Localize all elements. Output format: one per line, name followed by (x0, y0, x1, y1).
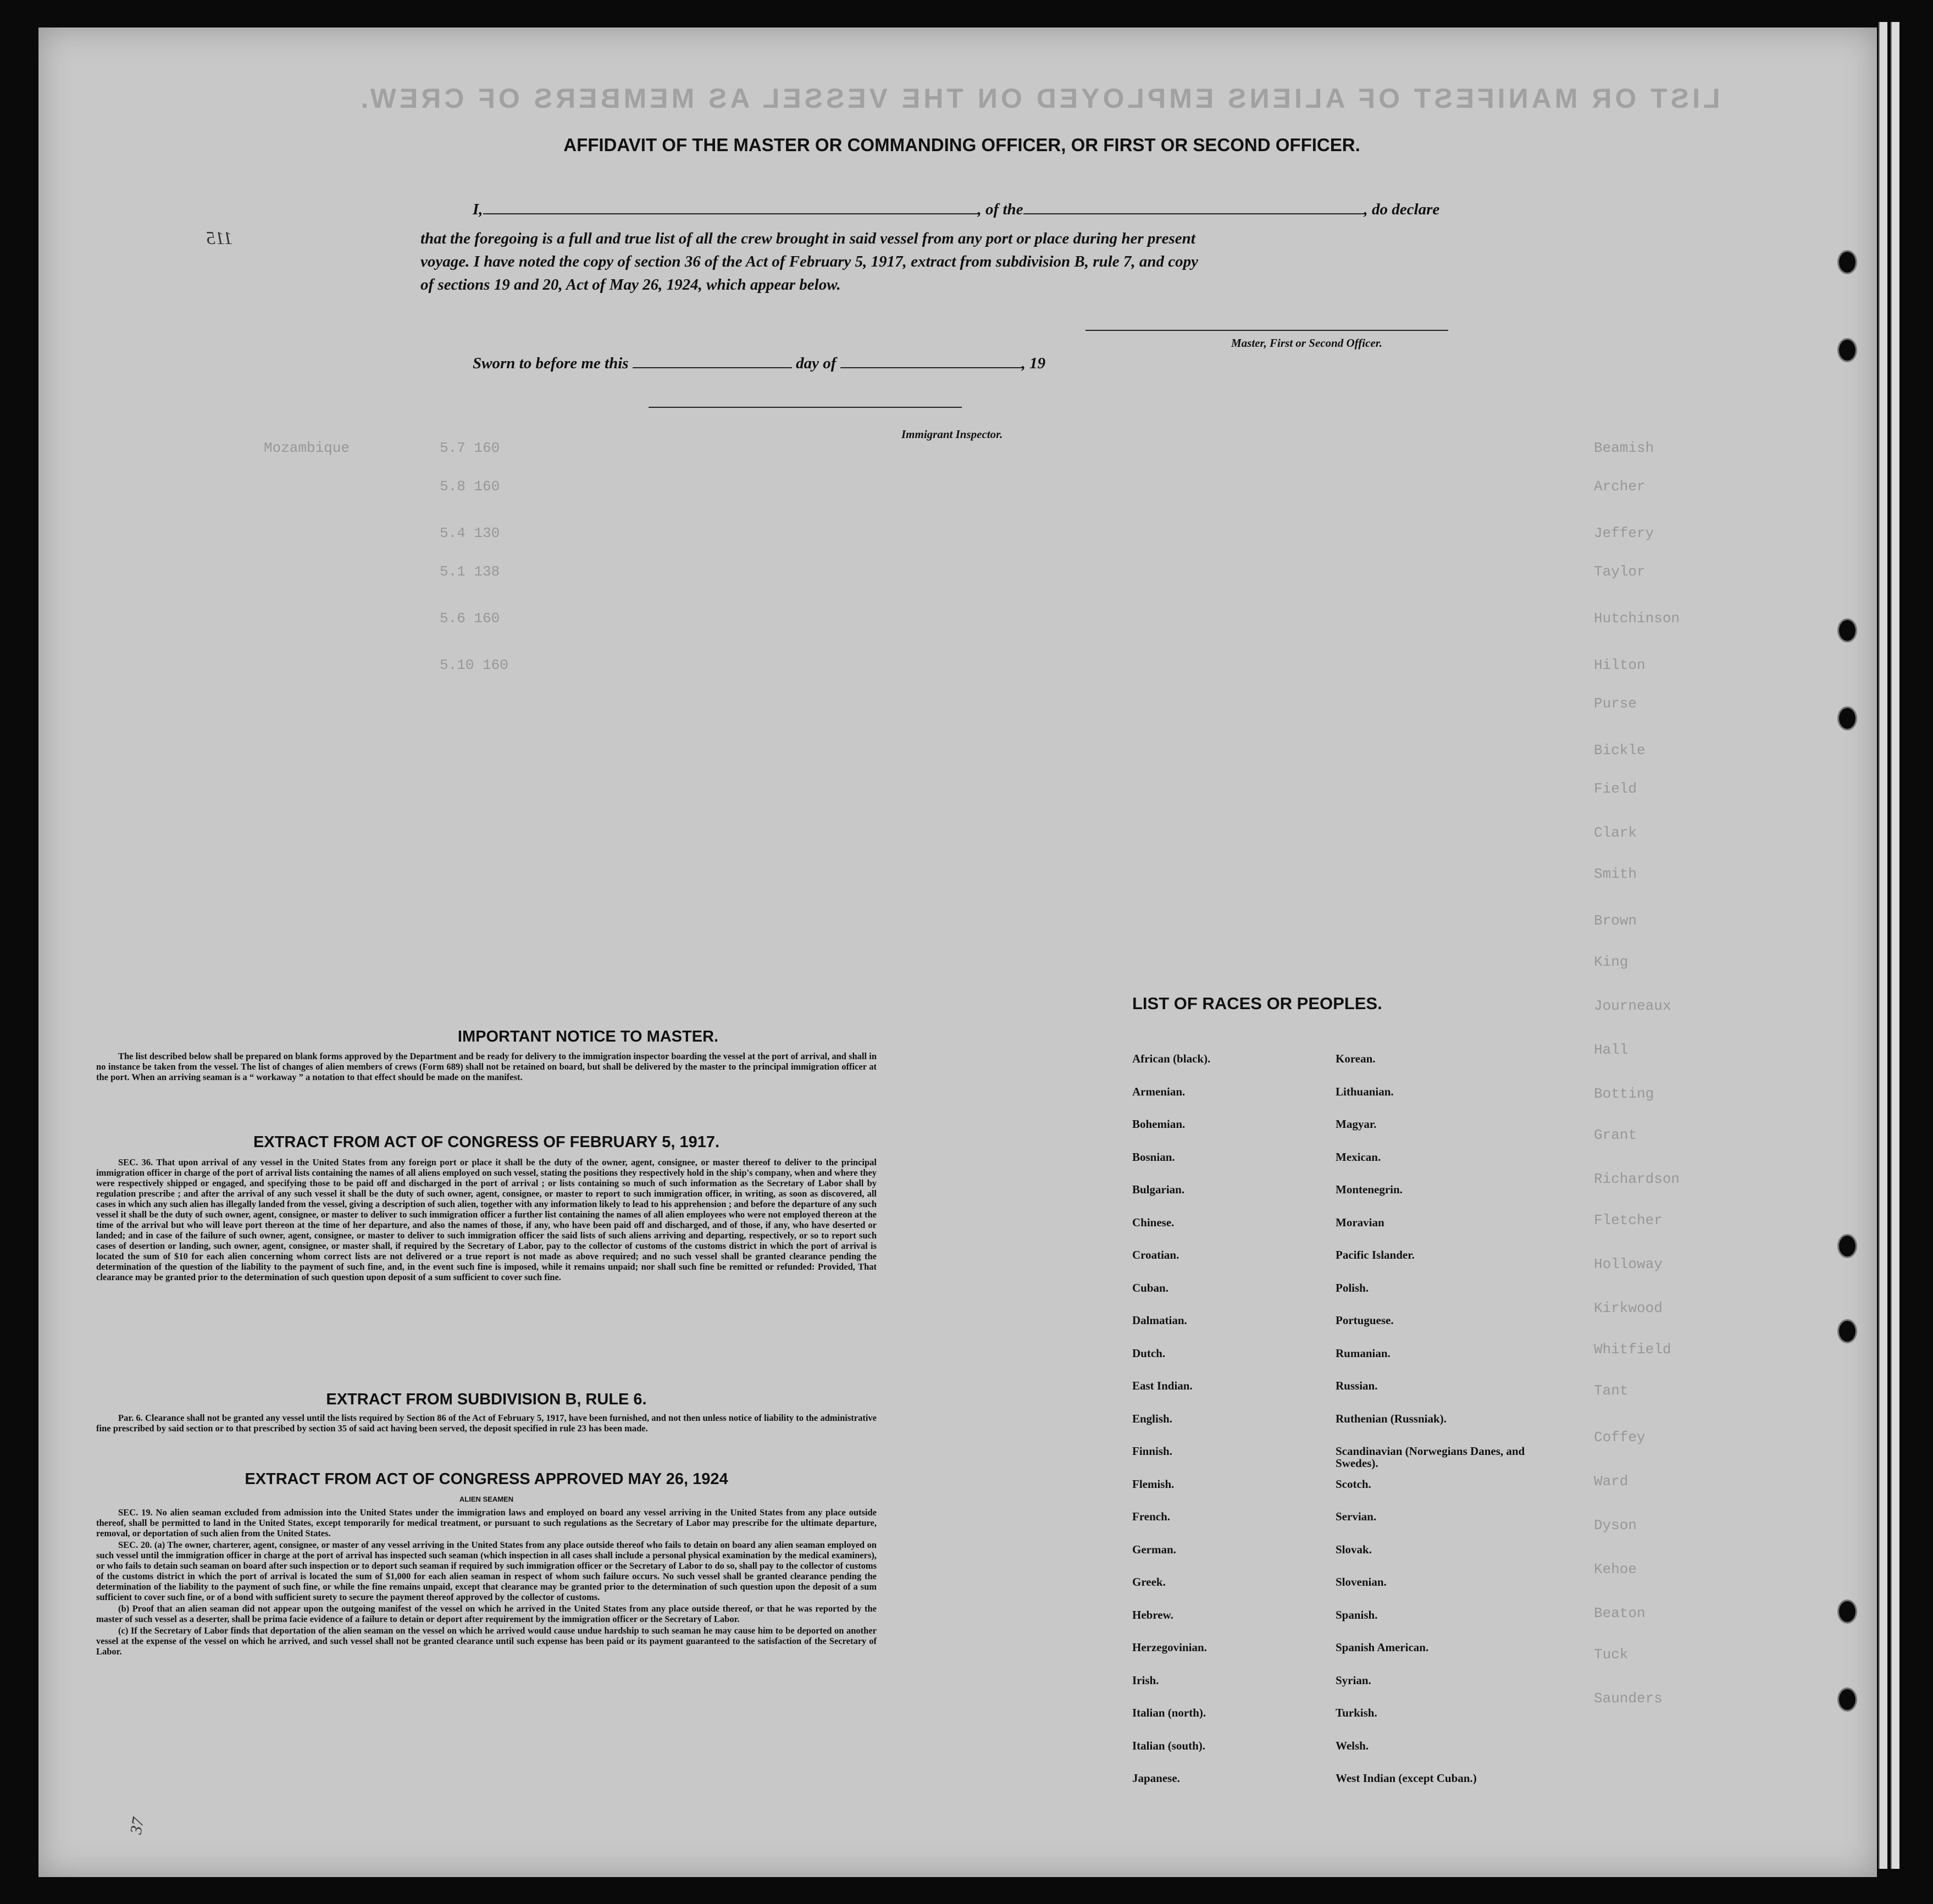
punch-hole (1837, 1687, 1857, 1712)
race-item: Dalmatian. (1132, 1314, 1187, 1327)
race-item: Japanese. (1132, 1772, 1180, 1785)
race-item: Bulgarian. (1132, 1183, 1185, 1196)
race-item: Turkish. (1336, 1706, 1377, 1719)
race-item: West Indian (except Cuban.) (1336, 1772, 1477, 1785)
races-title: LIST OF RACES OR PEOPLES. (1132, 994, 1382, 1013)
margin-note: 37 (126, 1816, 148, 1836)
race-item: Chinese. (1132, 1215, 1175, 1229)
punch-hole (1837, 706, 1857, 730)
inspector-signature-line (649, 407, 962, 408)
race-item: Welsh. (1336, 1739, 1369, 1752)
punch-hole (1837, 1234, 1857, 1258)
race-item: Hebrew. (1132, 1608, 1173, 1621)
race-item: Slovenian. (1336, 1575, 1387, 1588)
race-item: Montenegrin. (1336, 1183, 1403, 1196)
race-item: Italian (north). (1132, 1706, 1206, 1719)
extract-1924-text (96, 1507, 877, 1658)
master-signature-line (1085, 330, 1448, 331)
affidavit-body-line-1: that the foregoing is a full and true list of all the crew brought in said vessel from any port or place during her present (420, 230, 1195, 247)
race-item: Croatian. (1132, 1248, 1179, 1261)
affidavit-body-line-2: voyage. I have noted the copy of section 36 of the Act of February 5, 1917, extract from subdivision B, rule 7, and copy (420, 253, 1198, 270)
page-edge (1891, 22, 1899, 1869)
race-item: Scandinavian (Norwegians Danes, and Swedes). (1336, 1444, 1525, 1470)
race-item: Spanish. (1336, 1608, 1378, 1621)
extract-rule6-title: EXTRACT FROM SUBDIVISION B, RULE 6. (326, 1391, 647, 1408)
race-item: Pacific Islander. (1336, 1248, 1415, 1261)
punch-hole (1837, 250, 1857, 274)
handwritten-number: 115 (206, 228, 233, 248)
race-item: Bohemian. (1132, 1117, 1186, 1131)
affidavit-body-line-3: of sections 19 and 20, Act of May 26, 1924, which appear below. (420, 276, 841, 294)
race-item: Italian (south). (1132, 1739, 1206, 1752)
race-item: Herzegovinian. (1132, 1641, 1207, 1654)
sec-20c-text: (c) If the Secretary of Labor finds that deportation of the alien seaman on the vessel on which he arrived would cause undue hardship to such seaman he may cause him to be deported on another vessel at the expense of the vessel on which he arrived, and such vessel shall not be granted clearance until such expense has been paid or its payment guaranteed to the satisfaction of the Secretary of Labor. (96, 1625, 877, 1657)
race-item: Ruthenian (Russniak). (1336, 1412, 1447, 1425)
race-item: Cuban. (1132, 1281, 1168, 1294)
race-item: Greek. (1132, 1575, 1166, 1588)
race-item: Polish. (1336, 1281, 1369, 1294)
page-edge (1879, 22, 1887, 1869)
race-item: Syrian. (1336, 1673, 1371, 1687)
race-item: Flemish. (1132, 1477, 1175, 1491)
extract-rule6-text: Par. 6. Clearance shall not be granted any vessel until the lists required by Section 86 of the Act of February 5, 1917, have been furnished, and not then unless notice of liability to the administrative fine prescribed by said section or to that prescribed by section 35 of said act having been served, the deposit specified in rule 23 has been made. (96, 1413, 877, 1433)
sworn-line: Sworn to before me this day of , 19 (473, 355, 1046, 372)
race-item: Scotch. (1336, 1477, 1371, 1491)
affidavit-title: AFFIDAVIT OF THE MASTER OR COMMANDING OFFICER, OR FIRST OR SECOND OFFICER. (563, 135, 1360, 155)
race-item: French. (1132, 1510, 1171, 1523)
sec-20a-text: SEC. 20. (a) The owner, charterer, agent, consignee, or master of any vessel arriving in the United States from any place outside thereof who fails to detain on board any alien seaman employed on such vessel until the immigration officer in charge at the port of arrival has inspected such seaman (which inspection in all cases shall include a personal physical examination by the medical examiners), or who fails to detain such seaman on board after such inspection or to deport such seaman if required by such immigration officer or the Secretary of Labor to do so, shall pay to the collector of customs of the customs district in which the port of arrival is located the sum of $1,000 for each alien seaman in respect of whom such failure occurs. No such vessel shall be granted clearance pending the determination of the liability to the payment of such fine, or while the fine remains unpaid, except that clearance may be granted prior to the determination of such question upon the deposit of a sum sufficient to cover such fine, or of a bond with sufficient surety to secure the payment thereof approved by the collector of customs. (96, 1540, 877, 1602)
race-item: German. (1132, 1542, 1176, 1556)
extract-1917-title: EXTRACT FROM ACT OF CONGRESS OF FEBRUARY 5, 1917. (253, 1133, 720, 1151)
race-item: Finnish. (1132, 1444, 1172, 1458)
race-item: Dutch. (1132, 1346, 1166, 1360)
race-item: Russian. (1336, 1379, 1378, 1392)
race-item: Armenian. (1132, 1084, 1186, 1098)
punch-hole (1837, 618, 1857, 643)
sec-20b-text: (b) Proof that an alien seaman did not appear upon the outgoing manifest of the vessel on which he arrived in the United States from any place outside thereof, or that he was reported by the master of such vessel as a deserter, shall be prima facie evidence of a failure to detain or deport after requirement by the immigration officer or the Secretary of Labor. (96, 1603, 877, 1624)
extract-1924-title: EXTRACT FROM ACT OF CONGRESS APPROVED MAY 26, 1924 (245, 1470, 728, 1488)
race-item: Slovak. (1336, 1542, 1372, 1556)
extract-1924-subtitle: ALIEN SEAMEN (459, 1495, 514, 1503)
declaration-line: I, , of the , do declare (473, 201, 1440, 218)
races-left-column (1132, 1053, 1308, 1805)
races-right-column (1336, 1053, 1533, 1805)
race-item: Irish. (1132, 1673, 1159, 1687)
race-item: Spanish American. (1336, 1641, 1429, 1654)
race-item: Servian. (1336, 1510, 1377, 1523)
race-item: East Indian. (1132, 1379, 1193, 1392)
punch-hole (1837, 1599, 1857, 1624)
race-item: Rumanian. (1336, 1346, 1391, 1360)
race-item: Lithuanian. (1336, 1084, 1394, 1098)
race-item: Magyar. (1336, 1117, 1377, 1131)
extract-1917-text: SEC. 36. That upon arrival of any vessel in the United States from any foreign port or place it shall be the duty of the owner, agent, consignee, or master thereof to deliver to the principal immigration officer in charge of the port of arrival lists containing the names of all aliens employed on such vessel, stating the positions they respectively hold in the ship's company, when and where they were respectively shipped or engaged, and specifying those to be paid off and discharged in the port of arrival ; or lists containing so much of such information as the Secretary of Labor shall by regulation prescribe ; and after the arrival of any such vessel it shall be the duty of such owner, agent, consignee, or master to report to such immigration officer, in writing, as soon as discovered, all cases in which any such alien has illegally landed from the vessel, giving a description of such alien, together with any information likely to lead to his apprehension ; and before the departure of any such vessel it shall be the duty of such owner, agent, consignee, or master to deliver to such immigration officer a further list containing the names of all alien employees who were not employed thereon at the time of the arrival but who will leave port thereon at the time of her departure, and also the names of those, if any, who have been paid off and discharged, and of those, if any, who have deserted or landed; and in case of the failure of such owner, agent, consignee, or master to deliver to such immigration officer the said lists of such aliens arriving and departing, respectively, or so to report such cases of desertion or landing, such owner, agent, consignee, or master shall, if required by the Secretary of Labor, pay to the collector of customs of the customs district in which the port of arrival is located the sum of $10 for each alien concerning whom correct lists are not delivered or a true report is not made as above required; and no such vessel shall be granted clearance pending the determination of the question of the liability to the payment of such fine, and, in the event such fine is imposed, while it remains unpaid; nor shall such fine be remitted or refunded: Provided, That clearance may be granted prior to the determination of such question upon deposit of a sum sufficient to cover such fine. (96, 1157, 877, 1282)
sec-19-text: SEC. 19. No alien seaman excluded from admission into the United States under the immigration laws and employed on board any vessel arriving in the United States from any place outside thereof, shall be permitted to land in the United States, except temporarily for medical treatment, or pursuant to such regulations as the Secretary of Labor may prescribe for the ultimate departure, removal, or deportation of such alien from the United States. (96, 1507, 877, 1538)
master-label: Master, First or Second Officer. (1231, 336, 1382, 350)
bleed-through-heading: LIST OR MANIFEST OF ALIENS EMPLOYED ON THE VESSEL AS MEMBERS OF CREW. (357, 83, 1720, 114)
race-item: English. (1132, 1412, 1172, 1425)
race-item: Portuguese. (1336, 1314, 1394, 1327)
race-item: African (black). (1132, 1052, 1211, 1065)
notice-text: The list described below shall be prepared on blank forms approved by the Department and be ready for delivery to the immigration inspector boarding the vessel at the port of arrival, and shall in no instance be taken from the vessel. The list of changes of alien members of crews (Form 689) shall not be retained on board, but shall be delivered by the master to the principal immigration officer at the port. When an arriving seaman is a “ workaway ” a notation to that effect should be made on the manifest. (96, 1051, 877, 1082)
inspector-label: Immigrant Inspector. (901, 428, 1003, 441)
notice-title: IMPORTANT NOTICE TO MASTER. (457, 1028, 719, 1045)
race-item: Korean. (1336, 1052, 1376, 1065)
race-item: Mexican. (1336, 1150, 1381, 1164)
race-item: Bosnian. (1132, 1150, 1175, 1164)
punch-hole (1837, 1319, 1857, 1343)
punch-hole (1837, 338, 1857, 362)
race-item: Moravian (1336, 1215, 1384, 1229)
